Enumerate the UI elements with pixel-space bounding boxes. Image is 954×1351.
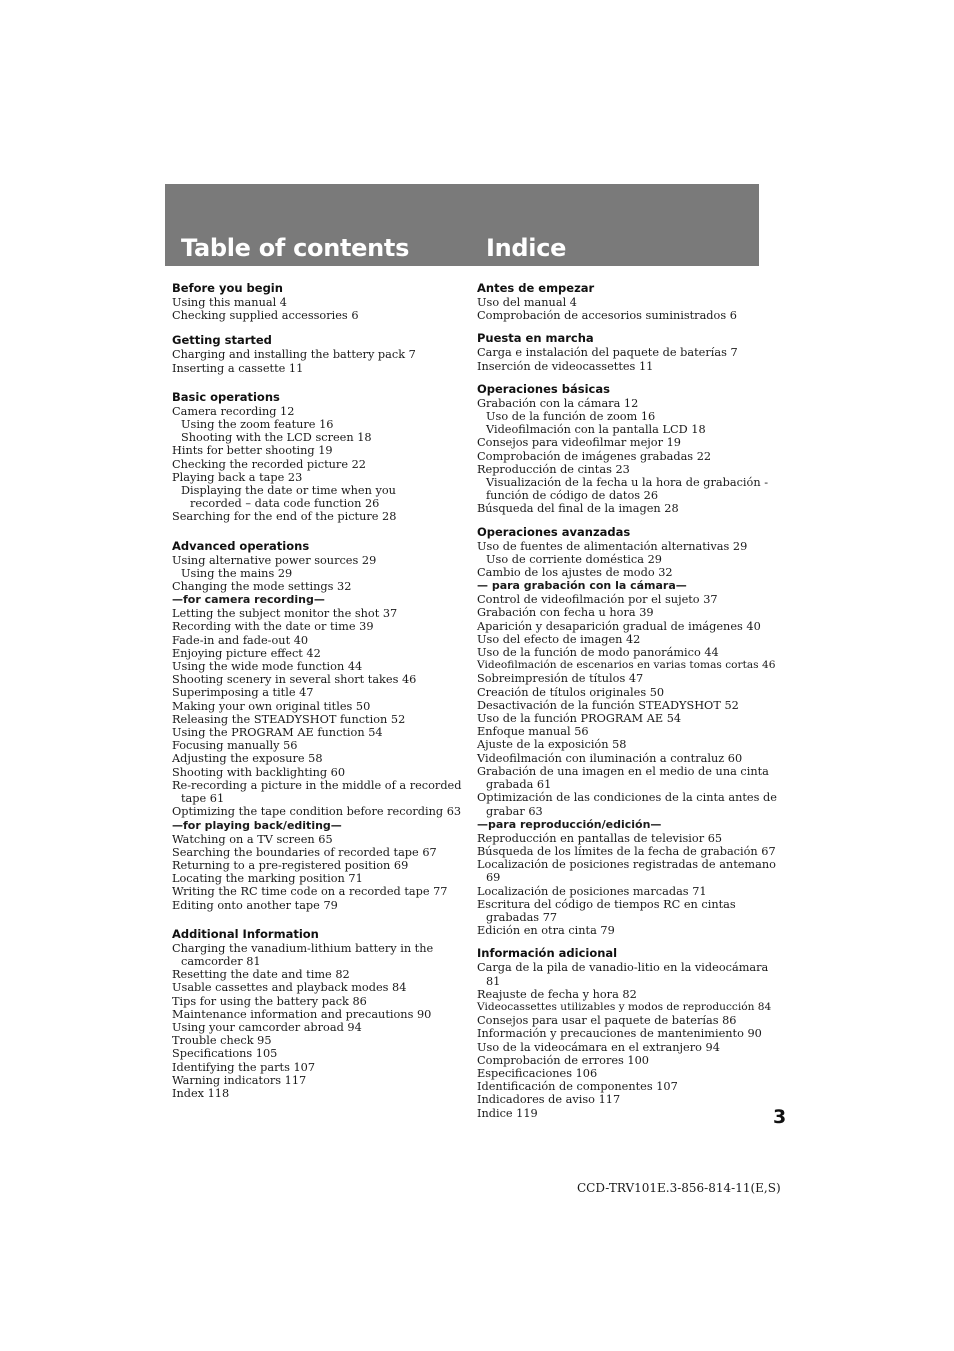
toc-entry: Uso del manual 4 (477, 296, 577, 309)
section-operaciones-basicas (477, 382, 767, 516)
toc-entry: Focusing manually 56 (172, 739, 298, 753)
toc-entry: Uso de la función de modo panorámico 44 (477, 646, 719, 660)
toc-entry: Enfoque manual 56 (477, 725, 589, 739)
toc-entry: Inserción de videocassettes 11 (477, 359, 654, 373)
toc-entry: Uso del efecto de imagen 42 (477, 632, 641, 646)
toc-entry: camcorder 81 (181, 954, 261, 968)
toc-entry: Returning to a pre-registered position 69 (172, 858, 409, 872)
toc-entry: Releasing the STEADYSHOT function 52 (172, 712, 406, 726)
toc-entry: Using this manual 4 (172, 296, 287, 309)
toc-entry: Recording with the date or time 39 (172, 620, 374, 634)
toc-entry: Edición en otra cinta 79 (477, 924, 615, 938)
section-antes-de-empezar (477, 281, 767, 322)
subsection-heading: —for playing back/editing— (172, 818, 342, 832)
toc-entry: Tips for using the battery pack 86 (172, 994, 367, 1008)
toc-entry: Hints for better shooting 19 (172, 444, 333, 458)
toc-entry: Grabación de una imagen en el medio de una cinta (477, 764, 769, 778)
toc-entry: Consejos para usar el paquete de baterías 86 (477, 1014, 737, 1028)
toc-entry: Shooting with the LCD screen 18 (181, 431, 372, 445)
section-operaciones-avanzadas (477, 524, 777, 938)
toc-entry: Optimizing the tape condition before recording 63 (172, 805, 462, 819)
toc-entry: Making your own original titles 50 (172, 699, 371, 713)
toc-entry: Identificación de componentes 107 (477, 1080, 678, 1094)
toc-entry: grabadas 77 (486, 910, 558, 924)
toc-entry: Creación de títulos originales 50 (477, 685, 665, 699)
toc-entry: Searching the boundaries of recorded tape 67 (172, 845, 437, 859)
toc-entry: Cambio de los ajustes de modo 32 (477, 566, 673, 580)
toc-entry: Carga de la pila de vanadio-litio en la videocámara (477, 961, 769, 975)
toc-entry: Búsqueda de los límites de la fecha de grabación 67 (477, 844, 776, 858)
toc-entry: Re-recording a picture in the middle of a recorded (172, 778, 462, 792)
toc-entry: Consejos para videofilmar mejor 19 (477, 436, 681, 450)
toc-entry: Localización de posiciones marcadas 71 (477, 884, 707, 898)
toc-entry: recorded – data code function 26 (190, 497, 380, 511)
toc-entry: Writing the RC time code on a recorded tape 77 (172, 885, 448, 899)
toc-entry: función de código de datos 26 (486, 489, 659, 503)
toc-entry: Maintenance information and precautions 90 (172, 1007, 432, 1021)
section-getting-started (172, 333, 462, 374)
toc-entry: Uso de corriente doméstica 29 (486, 552, 662, 566)
toc-entry: Using alternative power sources 29 (172, 553, 377, 567)
toc-entry: Uso de la videocámara en el extranjero 94 (477, 1040, 720, 1054)
toc-entry: Checking the recorded picture 22 (172, 457, 366, 471)
section-title: Getting started (172, 333, 272, 348)
toc-entry: Locating the marking position 71 (172, 872, 363, 886)
toc-entry: 69 (486, 871, 501, 885)
toc-entry: 81 (486, 974, 501, 988)
toc-entry: Uso de fuentes de alimentación alternativas 29 (477, 539, 748, 553)
toc-entry: Uso de la función de zoom 16 (486, 410, 656, 424)
toc-entry: Videofilmación de escenarios en varias tomas cortas 46 (477, 659, 776, 672)
toc-entry: Sobreimpresión de títulos 47 (477, 672, 644, 686)
toc-entry: Searching for the end of the picture 28 (172, 510, 397, 524)
toc-entry: Control de videofilmación por el sujeto 37 (477, 593, 718, 607)
section-before-you-begin (172, 281, 462, 322)
toc-entry: Editing onto another tape 79 (172, 898, 338, 912)
toc-entry: Checking supplied accessories 6 (172, 309, 359, 323)
toc-entry: Escritura del código de tiempos RC en cintas (477, 897, 736, 911)
toc-entry: Watching on a TV screen 65 (172, 832, 333, 846)
toc-entry: Ajuste de la exposición 58 (477, 738, 627, 752)
toc-entry: Reproducción en pantallas de televisior 65 (477, 831, 723, 845)
toc-entry: Camera recording 12 (172, 404, 295, 418)
toc-entry: Indice 119 (477, 1106, 538, 1120)
toc-entry: Grabación con fecha u hora 39 (477, 606, 654, 620)
toc-entry: Visualización de la fecha u la hora de grabación - (486, 476, 769, 490)
toc-entry: Inserting a cassette 11 (172, 361, 304, 375)
toc-entry: Identifying the parts 107 (172, 1060, 316, 1074)
toc-entry: Shooting with backlighting 60 (172, 765, 346, 779)
toc-entry: Aparición y desaparición gradual de imágenes 40 (477, 619, 761, 633)
toc-entry: Desactivación de la función STEADYSHOT 52 (477, 698, 739, 712)
subsection-heading: —para reproducción/edición— (477, 817, 662, 831)
toc-entry: Videofilmación con iluminación a contraluz 60 (477, 751, 743, 765)
footer-model-code: CCD-TRV101E.3-856-814-11(E,S) (577, 1181, 781, 1195)
toc-entry: Carga e instalación del paquete de baterías 7 (477, 346, 738, 360)
section-title: Advanced operations (172, 538, 310, 553)
toc-entry: Optimización de las condiciones de la cinta antes de (477, 791, 777, 805)
toc-entry: Enjoying picture effect 42 (172, 646, 321, 660)
toc-entry: Using the PROGRAM AE function 54 (172, 726, 383, 740)
section-title: Puesta en marcha (477, 331, 594, 346)
toc-entry: Shooting scenery in several short takes 46 (172, 673, 417, 687)
toc-entry: Charging and installing the battery pack 7 (172, 348, 416, 362)
toc-entry: Warning indicators 117 (172, 1073, 307, 1087)
toc-entry: Using your camcorder abroad 94 (172, 1020, 362, 1034)
toc-entry: Using the mains 29 (181, 566, 293, 580)
toc-entry: Index 118 (172, 1086, 230, 1100)
toc-entry: Especificaciones 106 (477, 1066, 598, 1080)
section-title: Operaciones básicas (477, 381, 610, 396)
toc-entry: Changing the mode settings 32 (172, 580, 352, 594)
toc-entry: Usable cassettes and playback modes 84 (172, 981, 407, 995)
toc-entry: Specifications 105 (172, 1047, 278, 1061)
toc-entry: Información y precauciones de mantenimiento 90 (477, 1027, 762, 1041)
section-puesta-en-marcha (477, 331, 767, 372)
toc-entry: Superimposing a title 47 (172, 686, 314, 700)
section-informacion-adicional (477, 946, 772, 1120)
toc-entry: Uso de la función PROGRAM AE 54 (477, 712, 682, 726)
toc-entry: Resetting the date and time 82 (172, 968, 350, 982)
title-es: Indice (486, 234, 567, 262)
toc-entry: Comprobación de accesorios suministrados 6 (477, 309, 737, 323)
toc-entry: Indicadores de aviso 117 (477, 1093, 621, 1107)
toc-entry: Fade-in and fade-out 40 (172, 633, 309, 647)
subsection-heading: —for camera recording— (172, 593, 325, 607)
section-title: Basic operations (172, 389, 280, 404)
toc-entry: Comprobación de errores 100 (477, 1053, 649, 1067)
section-advanced-operations (172, 539, 462, 912)
toc-entry: Comprobación de imágenes grabadas 22 (477, 449, 712, 463)
toc-entry: grabada 61 (486, 778, 552, 792)
page-number: 3 (773, 1106, 787, 1128)
toc-entry: Letting the subject monitor the shot 37 (172, 607, 398, 621)
toc-entry: Trouble check 95 (172, 1034, 272, 1048)
toc-entry: Reajuste de fecha y hora 82 (477, 987, 637, 1001)
toc-entry: Playing back a tape 23 (172, 470, 303, 484)
section-basic-operations (172, 390, 462, 524)
toc-entry: Localización de posiciones registradas de antemano (477, 858, 776, 872)
toc-entry: Using the zoom feature 16 (181, 418, 334, 432)
title-en: Table of contents (181, 234, 410, 262)
toc-entry: Displaying the date or time when you (181, 484, 396, 498)
section-title: Additional Information (172, 926, 319, 941)
toc-entry: Charging the vanadium-lithium battery in the (172, 941, 434, 955)
toc-entry: tape 61 (181, 792, 225, 806)
toc-entry: Búsqueda del final de la imagen 28 (477, 502, 679, 516)
toc-entry: Videofilmación con la pantalla LCD 18 (486, 423, 706, 437)
toc-entry: Grabación con la cámara 12 (477, 396, 639, 410)
section-title: Operaciones avanzadas (477, 524, 631, 539)
section-title: Información adicional (477, 946, 618, 961)
toc-entry: grabar 63 (486, 804, 543, 818)
section-title: Before you begin (172, 281, 283, 295)
toc-column-en (172, 281, 462, 1100)
subsection-heading: — para grabación con la cámara— (477, 579, 687, 593)
toc-entry: Using the wide mode function 44 (172, 660, 363, 674)
toc-entry: Reproducción de cintas 23 (477, 462, 630, 476)
section-additional-information (172, 927, 462, 1100)
toc-entry: Videocassettes utilizables y modos de reproducción 84 (477, 1000, 772, 1013)
section-title: Antes de empezar (477, 281, 595, 295)
toc-entry: Adjusting the exposure 58 (172, 752, 323, 766)
toc-column-es (477, 281, 777, 1120)
